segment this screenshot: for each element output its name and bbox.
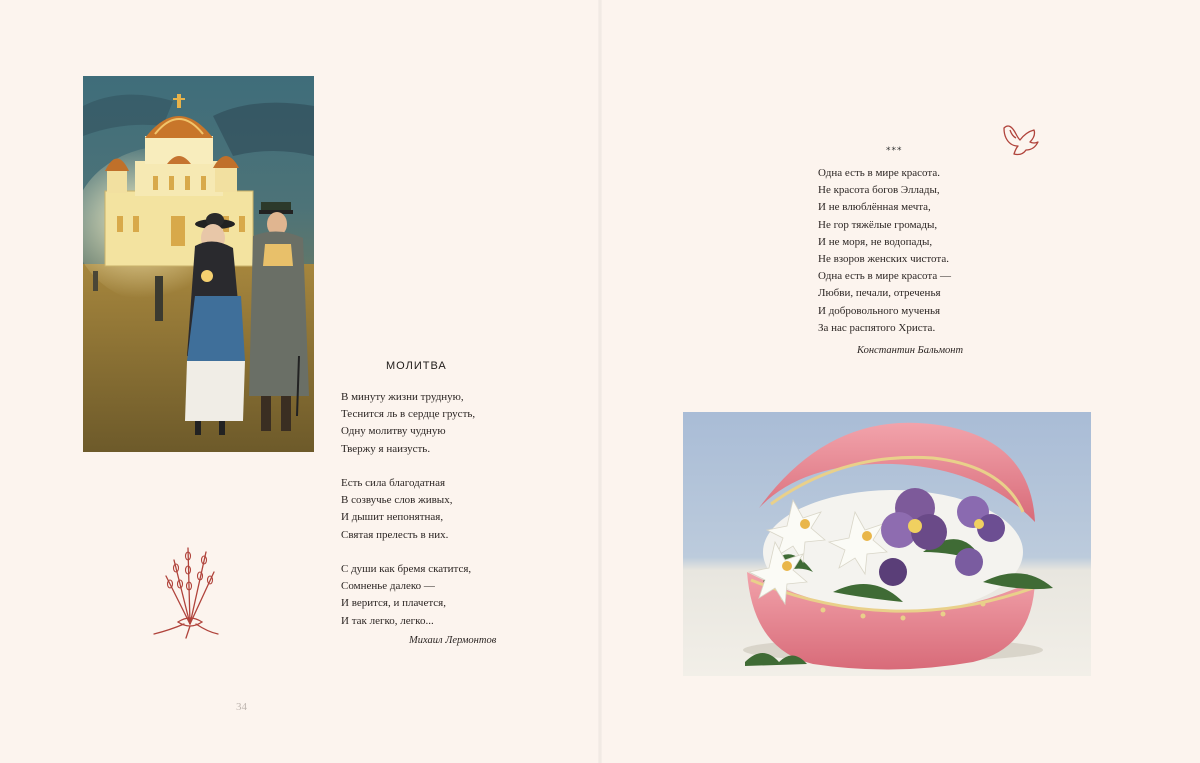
- stanza-gap: [341, 458, 475, 475]
- poem-line: Не гор тяжёлые громады,: [818, 218, 938, 231]
- dove-icon: [1000, 120, 1040, 158]
- poem-line: Теснится ль в сердце грусть,: [341, 408, 476, 421]
- poem-line: И так легко, легко...: [341, 614, 434, 627]
- poem-molitva: [341, 389, 475, 630]
- poem-line: Одна есть в мире красота.: [818, 167, 940, 179]
- poem-odna-est: [818, 165, 951, 337]
- poem-line: И добровольного мученья: [818, 304, 941, 317]
- poem-line: Есть сила благодатная: [341, 477, 446, 489]
- poem-line: Одну молитву чудную: [341, 425, 446, 438]
- poem-line: Святая прелесть в них.: [341, 528, 449, 541]
- page-number: 34: [236, 701, 247, 713]
- poem-title-molitva: МОЛИТВА: [386, 360, 447, 372]
- poem-line: Не взоров женских чистота.: [818, 253, 949, 266]
- poem-line: За нас распятого Христа.: [818, 321, 936, 334]
- poem-line: Одна есть в мире красота —: [818, 270, 951, 283]
- easter-egg-illustration: [683, 412, 1091, 676]
- poem-line: Твержу я наизусть.: [341, 442, 431, 455]
- poem-line: Любви, печали, отреченья: [818, 287, 941, 300]
- author-balmont: Константин Бальмонт: [857, 345, 964, 356]
- stanza-gap: [341, 544, 475, 561]
- cathedral-illustration: [83, 76, 314, 452]
- poem-stars: ***: [886, 146, 903, 156]
- poem-line: В созвучье слов живых,: [341, 494, 453, 507]
- book-gutter: [598, 0, 602, 763]
- poem-line: И не влюблённая мечта,: [818, 201, 931, 214]
- poem-line: С души как бремя скатится,: [341, 563, 472, 575]
- poem-line: И дышит непонятная,: [341, 511, 444, 524]
- author-lermontov: Михаил Лермонтов: [409, 635, 497, 646]
- poem-line: В минуту жизни трудную,: [341, 391, 464, 403]
- poem-line: И не моря, не водопады,: [818, 235, 933, 248]
- willow-branch-icon: [150, 538, 222, 640]
- poem-line: И верится, и плачется,: [341, 597, 446, 610]
- poem-line: Не красота богов Эллады,: [818, 184, 940, 197]
- poem-line: Сомненье далеко —: [341, 580, 435, 593]
